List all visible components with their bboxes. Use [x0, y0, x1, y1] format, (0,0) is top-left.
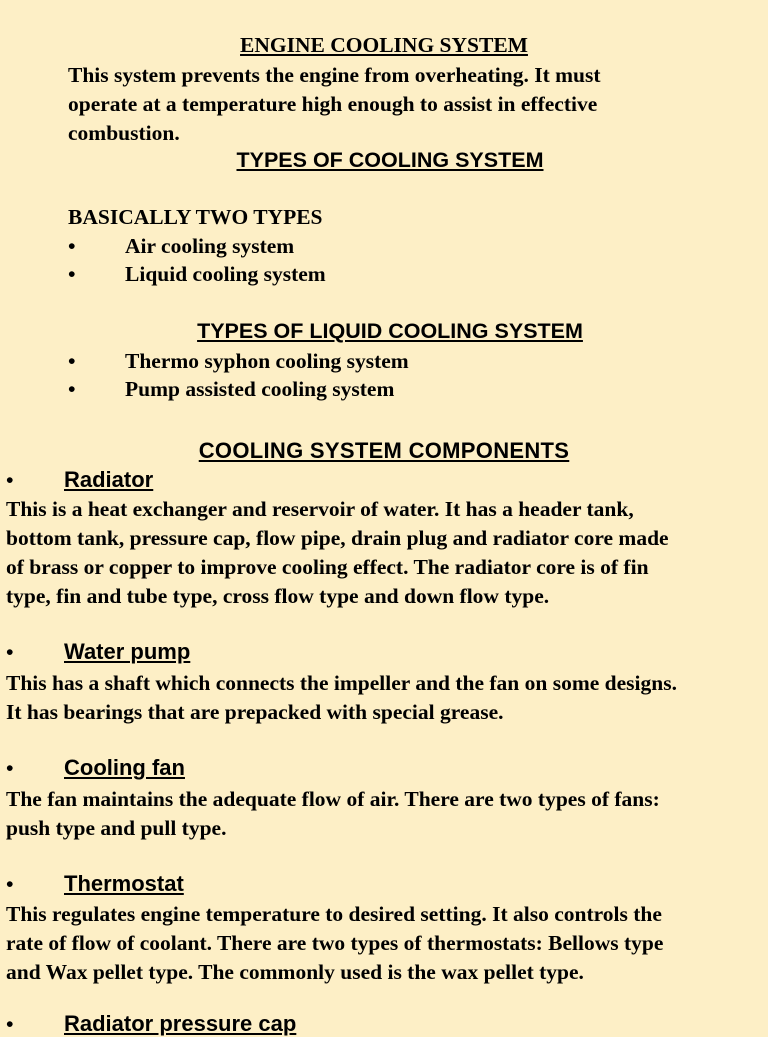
component-name-water-pump: Water pump	[64, 639, 191, 664]
types-subheading: BASICALLY TWO TYPES	[68, 205, 323, 229]
intro-line: operate at a temperature high enough to assist in effective	[68, 92, 598, 116]
component-description-water-pump	[6, 669, 677, 727]
bullet-icon: •	[6, 756, 14, 780]
component-description-thermostat	[6, 900, 663, 987]
description-line: rate of flow of coolant. There are two types of thermostats: Bellows type	[6, 931, 664, 955]
page-title: ENGINE COOLING SYSTEM	[240, 33, 528, 57]
description-line: type, fin and tube type, cross flow type and down flow type.	[6, 584, 550, 608]
bullet-icon: •	[68, 234, 76, 258]
intro-line: combustion.	[68, 121, 180, 145]
bullet-icon: •	[6, 1012, 14, 1036]
bullet-icon: •	[6, 468, 14, 492]
type-item: Liquid cooling system	[125, 262, 326, 286]
description-line: It has bearings that are prepacked with special grease.	[6, 700, 504, 724]
type-item: Air cooling system	[125, 234, 295, 258]
description-line: of brass or copper to improve cooling effect. The radiator core is of fin	[6, 555, 649, 579]
bullet-icon: •	[6, 872, 14, 896]
component-description-cooling-fan	[6, 785, 660, 843]
description-line: push type and pull type.	[6, 816, 227, 840]
bullet-icon: •	[68, 377, 76, 401]
bullet-icon: •	[68, 349, 76, 373]
description-line: and Wax pellet type. The commonly used is the wax pellet type.	[6, 960, 584, 984]
intro-paragraph	[68, 61, 601, 148]
description-line: bottom tank, pressure cap, flow pipe, drain plug and radiator core made	[6, 526, 669, 550]
components-heading: COOLING SYSTEM COMPONENTS	[198, 438, 570, 463]
component-name-radiator: Radiator	[64, 467, 154, 492]
component-name-cooling-fan: Cooling fan	[64, 755, 185, 780]
liquid-type-item: Thermo syphon cooling system	[125, 349, 409, 373]
component-name-thermostat: Thermostat	[64, 871, 184, 896]
liquid-type-item: Pump assisted cooling system	[125, 377, 395, 401]
component-description-radiator	[6, 495, 669, 611]
description-line: This regulates engine temperature to desired setting. It also controls the	[6, 902, 662, 926]
types-heading: TYPES OF COOLING SYSTEM	[236, 148, 544, 172]
bullet-icon: •	[6, 640, 14, 664]
bullet-icon: •	[68, 262, 76, 286]
intro-line: This system prevents the engine from overheating. It must	[68, 63, 601, 87]
component-name-radiator-pressure-cap: Radiator pressure cap	[64, 1011, 297, 1036]
description-line: The fan maintains the adequate flow of air. There are two types of fans:	[6, 787, 660, 811]
description-line: This has a shaft which connects the impeller and the fan on some designs.	[6, 671, 677, 695]
liquid-types-heading: TYPES OF LIQUID COOLING SYSTEM	[197, 319, 583, 343]
description-line: This is a heat exchanger and reservoir of water. It has a header tank,	[6, 497, 634, 521]
